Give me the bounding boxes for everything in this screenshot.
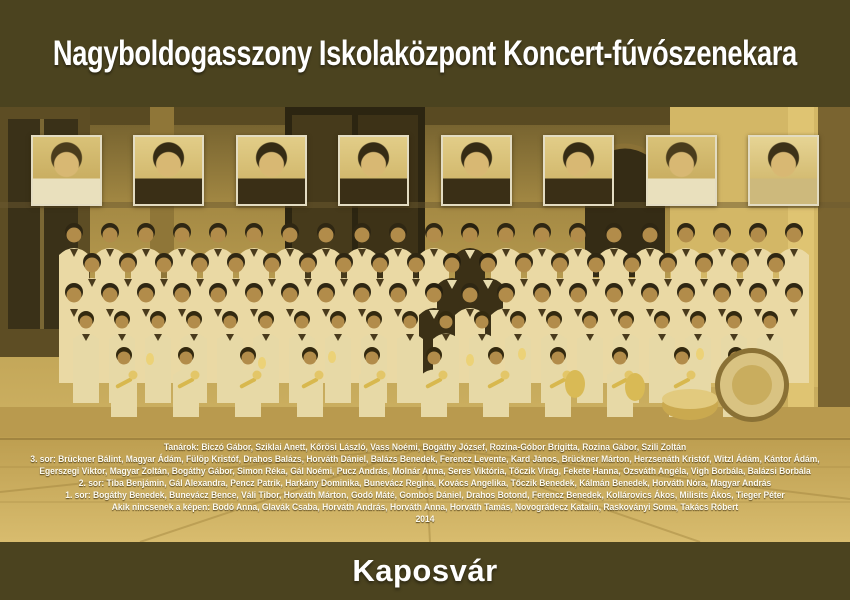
teacher-portrait	[133, 135, 204, 206]
page-title: Nagyboldogasszony Iskolaközpont Koncert-fúvószenekara	[53, 33, 797, 73]
footer-band	[0, 542, 850, 600]
year-label: 2014	[415, 514, 435, 524]
euphonium	[565, 370, 585, 398]
city-label: Kaposvár	[352, 553, 498, 588]
title-band	[0, 0, 850, 107]
credits-not-pictured: Akik nincsenek a képen: Bodó Anna, Glavák Csaba, Horváth András, Horváth Anna, Horváth Tamás, Novográdecz Katalin, Raskoványi Soma, Takács Róbert	[111, 502, 739, 512]
credits-block	[26, 441, 825, 525]
credits-row3-cont: Egerszegi Viktor, Magyar Zoltán, Bogáthy Gábor, Simon Réka, Gál Noémi, Pucz András, Molnár Anna, Seres Viktória, Tőczik Virág, Fekete Hanna, Ozsváth Angéla, Vigh Borbála, Balázsi Borbála	[39, 466, 811, 476]
teacher-portrait	[543, 135, 614, 206]
teacher-portrait	[441, 135, 512, 206]
teacher-portrait	[31, 135, 102, 206]
credits-row1: 1. sor: Bogáthy Benedek, Bunevácz Bence, Váli Tibor, Horváth Márton, Godó Máté, Gombos Dániel, Drahos Botond, Ferencz Benedek, Kollárovics Ákos, Milisits Ákos, Tieger Péter	[65, 490, 785, 500]
teacher-portrait	[748, 135, 819, 206]
credits-teachers: Tanárok: Biczó Gábor, Sziklai Anett, Kőrösi László, Vass Noémi, Bogáthy József, Rozina-Góbor Brigitta, Rozina Gábor, Szili Zoltán	[163, 442, 687, 452]
credits-row2: 2. sor: Tiba Benjámin, Gál Alexandra, Pencz Patrik, Harkány Dominika, Bunevácz Regina, Kovács Angelika, Tőczik Benedek, Kálmán Benedek, Horváth Nóra, Magyar András	[78, 478, 772, 488]
teacher-portraits-row	[0, 135, 850, 206]
bass-drum	[715, 348, 789, 422]
teacher-portrait	[236, 135, 307, 206]
teacher-portrait	[338, 135, 409, 206]
credits-row3: 3. sor: Brückner Bálint, Magyar Ádám, Fülöp Kristóf, Drahos Balázs, Horváth Dániel, Balázs Benedek, Ferencz Levente, Kard János, Brückner Márton, Herzsenáth Kristóf, Witzl Ádám, Kántor Ádám,	[30, 454, 820, 464]
group-photo	[0, 107, 850, 542]
euphonium	[625, 373, 645, 401]
teacher-portrait	[646, 135, 717, 206]
